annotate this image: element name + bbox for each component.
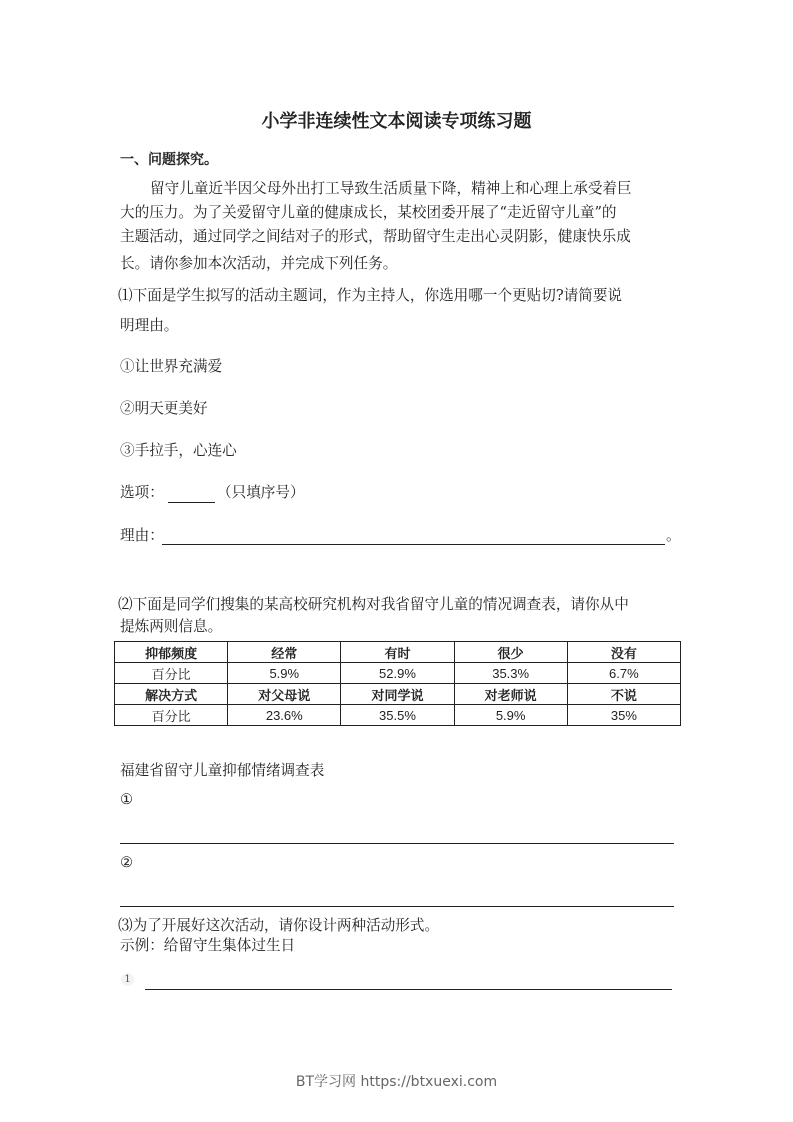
reason-end: 。 bbox=[666, 527, 681, 544]
q2-line: ⑵下面是同学们搜集的某高校研究机构对我省留守儿童的情况调查表，请你从中 bbox=[118, 596, 629, 613]
intro-line: 留守儿童近半因父母外出打工导致生活质量下降，精神上和心理上承受着巨 bbox=[150, 180, 632, 197]
answer-marker: ② bbox=[120, 854, 134, 871]
table-cell: 对同学说 bbox=[341, 684, 454, 705]
choice-label: 选项： bbox=[120, 484, 164, 501]
table-row bbox=[115, 663, 681, 684]
table-cell: 百分比 bbox=[115, 663, 228, 684]
q3-line: ⑶为了开展好这次活动，请你设计两种活动形式。 bbox=[118, 917, 440, 934]
table-caption: 福建省留守儿童抑郁情绪调查表 bbox=[120, 762, 325, 779]
choice-blank[interactable] bbox=[168, 502, 215, 503]
q3-example: 示例：给留守生集体过生日 bbox=[120, 937, 296, 954]
answer-number: 1 bbox=[121, 973, 134, 986]
table-cell: 解决方式 bbox=[115, 684, 228, 705]
table-cell: 有时 bbox=[341, 642, 454, 663]
table-cell: 5.9% bbox=[454, 705, 567, 726]
table-cell: 6.7% bbox=[567, 663, 680, 684]
table-cell: 35.3% bbox=[454, 663, 567, 684]
table-cell: 很少 bbox=[454, 642, 567, 663]
table-cell: 5.9% bbox=[228, 663, 341, 684]
table-cell: 23.6% bbox=[228, 705, 341, 726]
q1-option: ①让世界充满爱 bbox=[120, 358, 223, 375]
answer-marker: ① bbox=[120, 791, 134, 808]
section-heading: 一、问题探究。 bbox=[120, 152, 218, 168]
q1-option: ③手拉手，心连心 bbox=[120, 442, 237, 459]
q1-line: ⑴下面是学生拟写的活动主题词，作为主持人，你选用哪一个更贴切?请简要说 bbox=[118, 287, 623, 304]
table-cell: 35.5% bbox=[341, 705, 454, 726]
q1-line: 明理由。 bbox=[120, 317, 179, 334]
intro-line: 大的压力。为了关爱留守儿童的健康成长，某校团委开展了“走近留守儿童”的 bbox=[120, 204, 617, 221]
answer-line-1[interactable] bbox=[120, 843, 674, 844]
table-row bbox=[115, 642, 681, 663]
table-cell: 35% bbox=[567, 705, 680, 726]
table-cell: 抑郁频度 bbox=[115, 642, 228, 663]
table-cell: 对父母说 bbox=[228, 684, 341, 705]
table-cell: 不说 bbox=[567, 684, 680, 705]
table-cell: 没有 bbox=[567, 642, 680, 663]
q3-answer-line[interactable] bbox=[145, 989, 672, 990]
survey-table bbox=[114, 641, 681, 726]
page-title: 小学非连续性文本阅读专项练习题 bbox=[261, 111, 532, 132]
footer-watermark: BT学习网 https://btxuexi.com bbox=[295, 1074, 498, 1090]
reason-blank[interactable] bbox=[162, 544, 665, 545]
choice-hint: （只填序号） bbox=[217, 484, 305, 501]
intro-line: 主题活动，通过同学之间结对子的形式，帮助留守生走出心灵阴影，健康快乐成 bbox=[120, 228, 631, 245]
table-row bbox=[115, 684, 681, 705]
table-row bbox=[115, 705, 681, 726]
table-cell: 52.9% bbox=[341, 663, 454, 684]
reason-label: 理由： bbox=[120, 527, 164, 544]
answer-line-2[interactable] bbox=[120, 906, 674, 907]
table-cell: 对老师说 bbox=[454, 684, 567, 705]
intro-line: 长。请你参加本次活动，并完成下列任务。 bbox=[120, 255, 398, 272]
q1-option: ②明天更美好 bbox=[120, 400, 208, 417]
table-cell: 百分比 bbox=[115, 705, 228, 726]
q2-line: 提炼两则信息。 bbox=[120, 618, 223, 635]
table-cell: 经常 bbox=[228, 642, 341, 663]
